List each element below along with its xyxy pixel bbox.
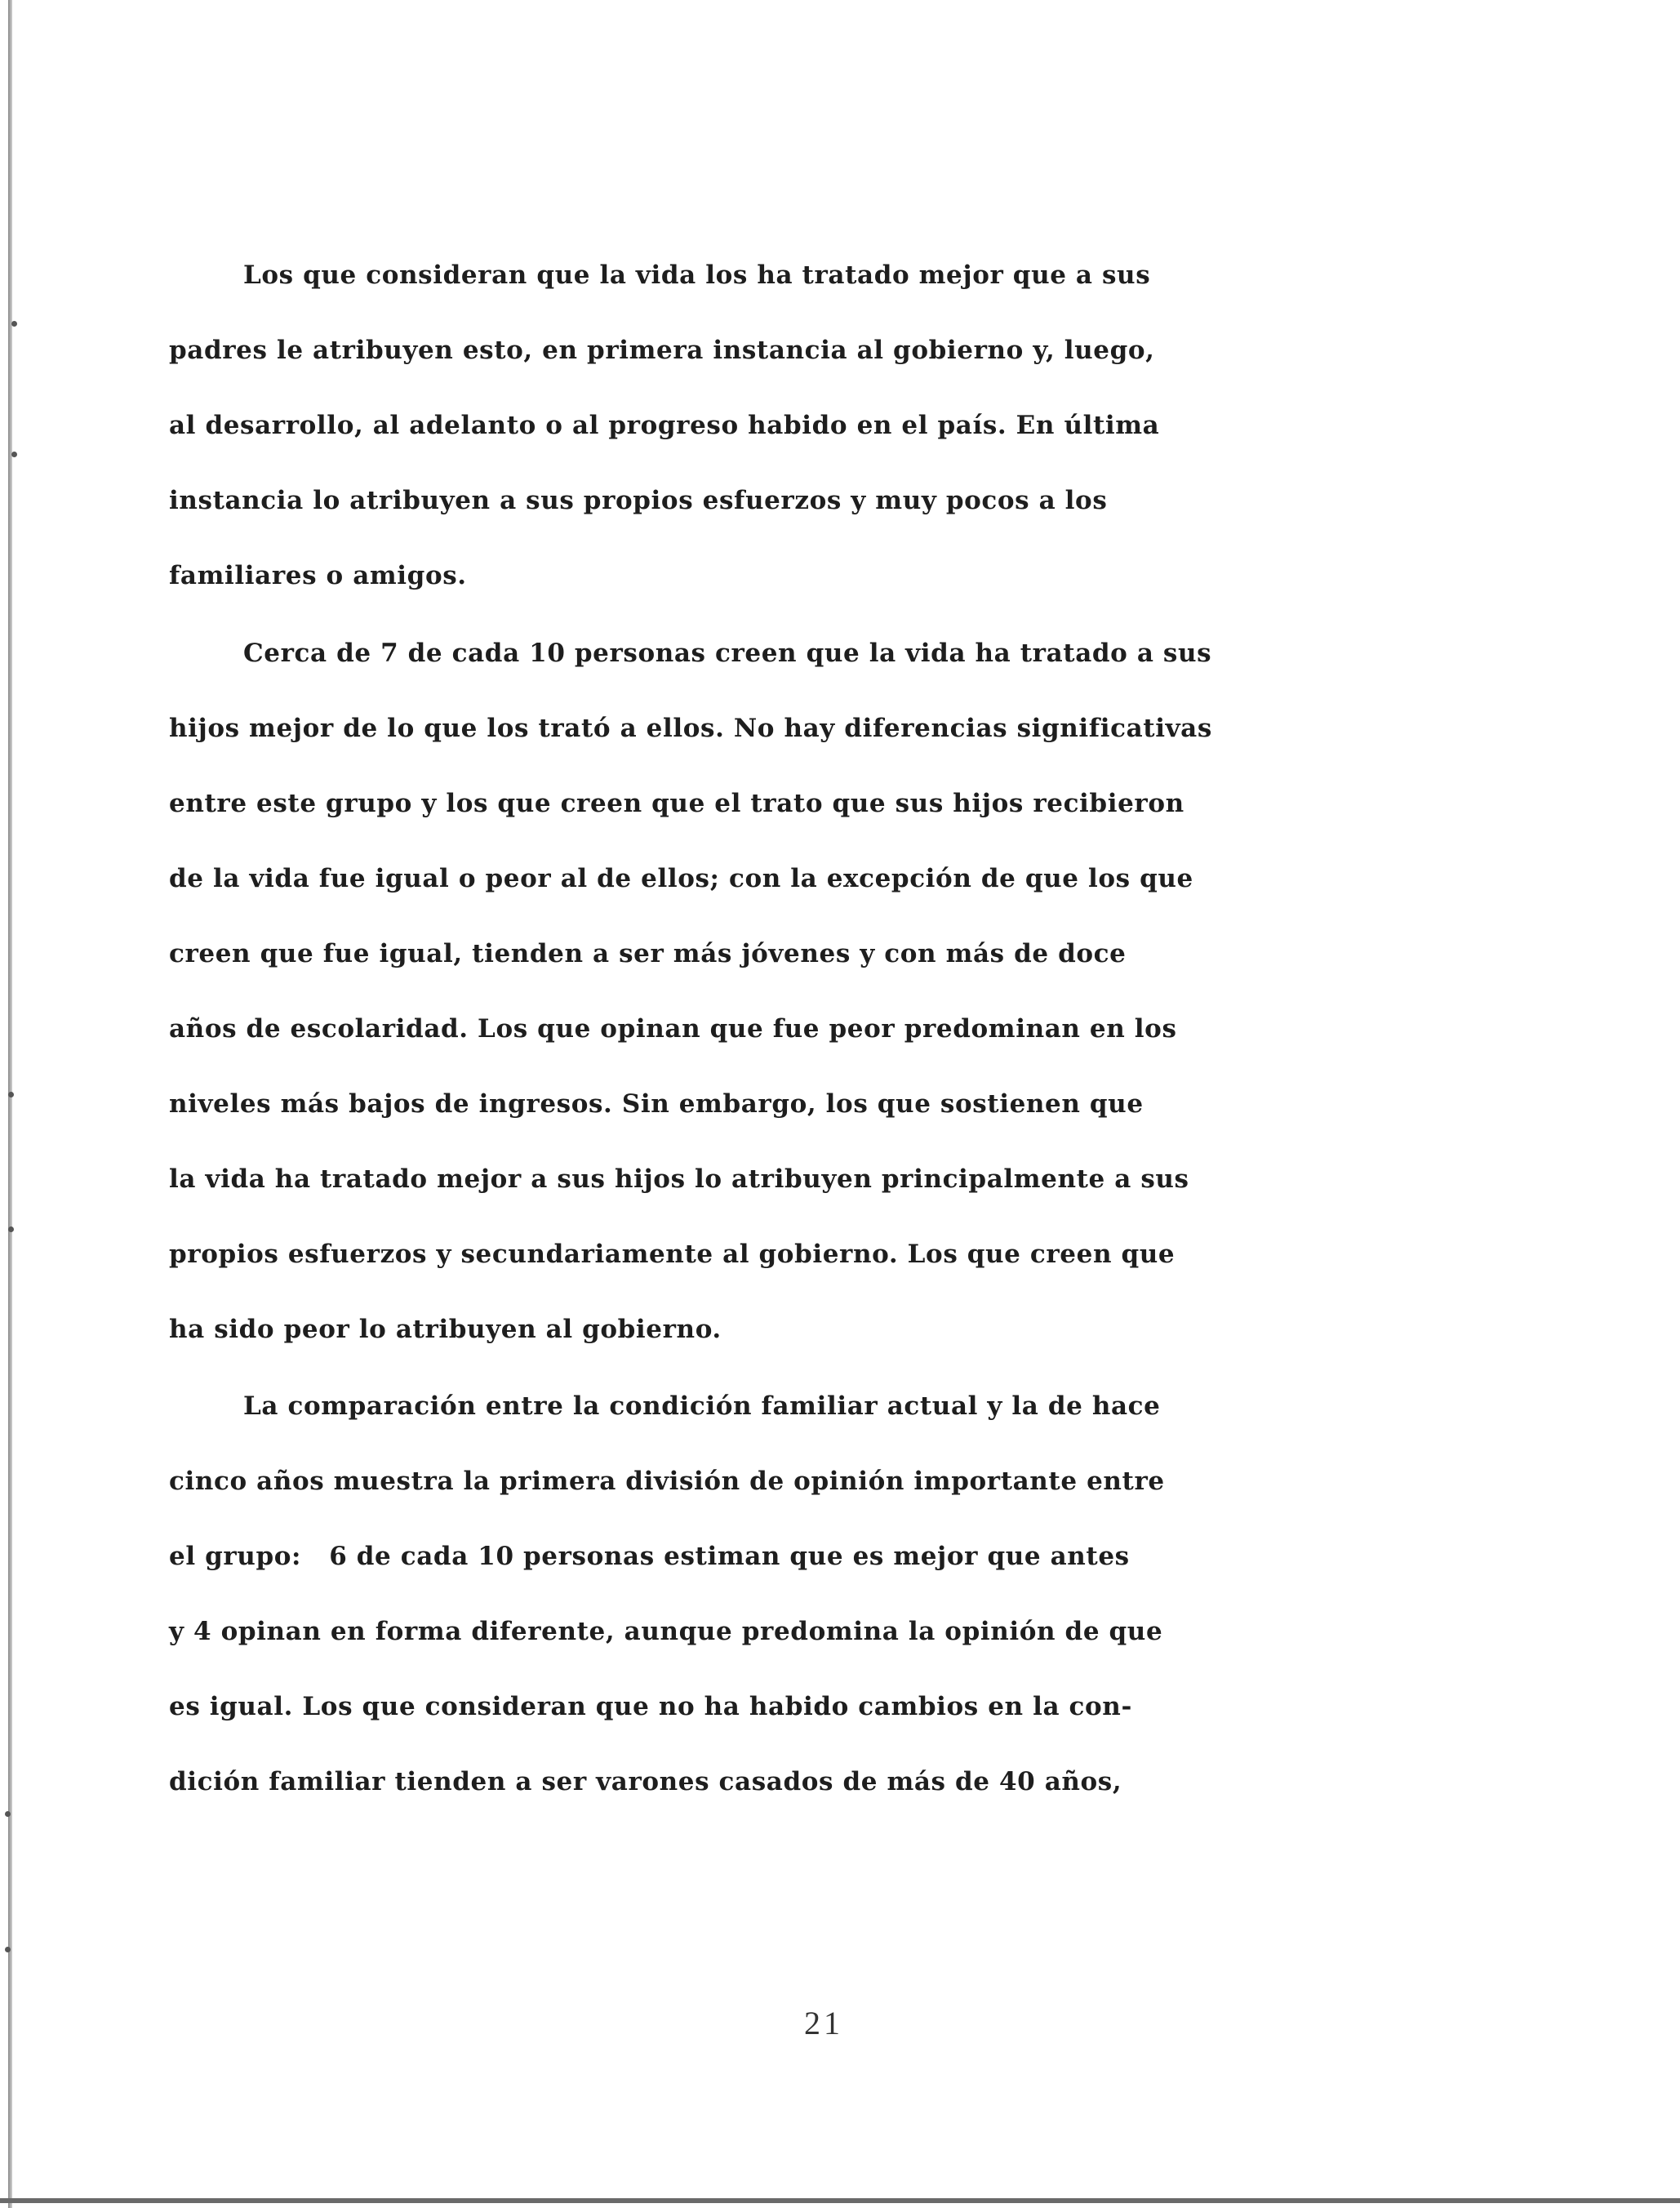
text-line: familiares o amigos.: [169, 561, 467, 590]
text-line: instancia lo atribuyen a sus propios esfuerzos y muy pocos a los: [169, 486, 1108, 515]
text-line: es igual. Los que consideran que no ha habido cambios en la con-: [169, 1692, 1132, 1721]
text-line: creen que fue igual, tienden a ser más jóvenes y con más de doce: [169, 939, 1127, 968]
text-line: padres le atribuyen esto, en primera instancia al gobierno y, luego,: [169, 336, 1155, 365]
scan-speck: [11, 452, 17, 457]
text-line: el grupo: 6 de cada 10 personas estiman que es mejor que antes: [169, 1542, 1130, 1571]
text-line: La comparación entre la condición familiar actual y la de hace: [243, 1391, 1161, 1421]
text-line: niveles más bajos de ingresos. Sin embargo, los que sostienen que: [169, 1089, 1144, 1119]
scan-speck: [8, 1226, 14, 1232]
scan-left-edge: [8, 0, 12, 2208]
page-number: 21: [804, 2005, 843, 2041]
scan-speck: [11, 321, 17, 327]
text-line: hijos mejor de lo que los trató a ellos. No hay diferencias significativas: [169, 714, 1212, 743]
text-line: entre este grupo y los que creen que el trato que sus hijos recibieron: [169, 789, 1184, 818]
scan-speck: [8, 1092, 14, 1097]
text-line: y 4 opinan en forma diferente, aunque predomina la opinión de que: [169, 1617, 1163, 1646]
text-line: al desarrollo, al adelanto o al progreso habido en el país. En última: [169, 411, 1160, 440]
scan-speck: [5, 1947, 11, 1952]
text-line: cinco años muestra la primera división de opinión importante entre: [169, 1467, 1165, 1496]
scan-speck: [5, 1811, 11, 1817]
text-line: ha sido peor lo atribuyen al gobierno.: [169, 1315, 722, 1344]
text-line: dición familiar tienden a ser varones casados de más de 40 años,: [169, 1767, 1122, 1796]
text-line: propios esfuerzos y secundariamente al gobierno. Los que creen que: [169, 1240, 1176, 1269]
text-line: Cerca de 7 de cada 10 personas creen que la vida ha tratado a sus: [243, 639, 1212, 668]
scan-bottom-edge: [0, 2198, 1680, 2203]
text-line: de la vida fue igual o peor al de ellos; con la excepción de que los que: [169, 864, 1193, 893]
text-line: la vida ha tratado mejor a sus hijos lo atribuyen principalmente a sus: [169, 1164, 1189, 1194]
text-line: años de escolaridad. Los que opinan que fue peor predominan en los: [169, 1014, 1177, 1044]
text-line: Los que consideran que la vida los ha tratado mejor que a sus: [243, 260, 1151, 290]
